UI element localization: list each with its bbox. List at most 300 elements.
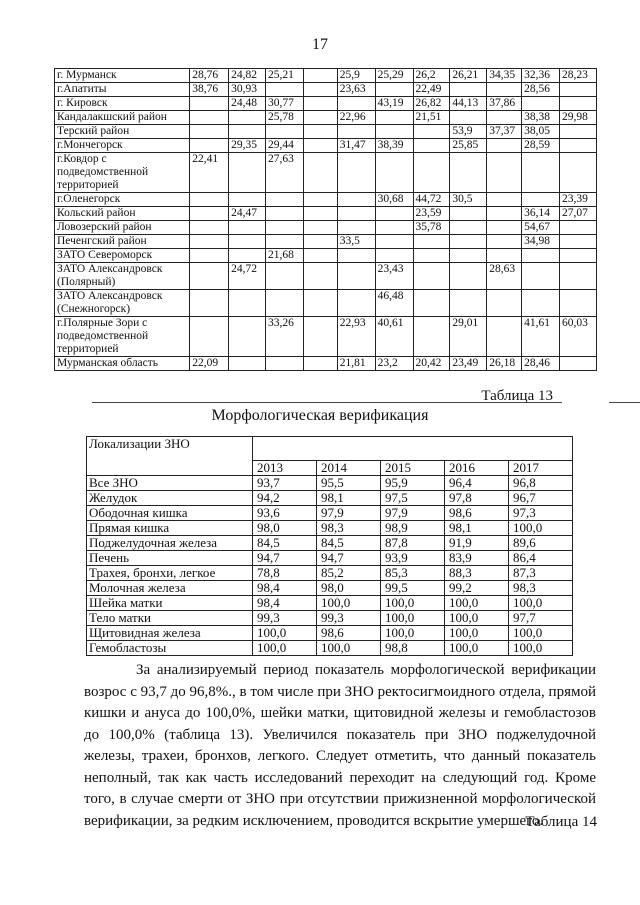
table-cell: 89,6 <box>509 536 573 551</box>
table-cell <box>560 290 597 317</box>
table-cell: 24,82 <box>229 69 266 83</box>
table-cell <box>229 290 266 317</box>
table-row <box>87 551 573 566</box>
table-cell <box>229 249 266 263</box>
table-cell <box>337 153 375 193</box>
table-row <box>55 111 597 125</box>
table-cell <box>413 139 450 153</box>
table-cell <box>450 207 487 221</box>
table-cell: 95,9 <box>381 476 445 491</box>
table-cell <box>303 317 337 357</box>
table-cell <box>375 125 413 139</box>
table-cell: 100,0 <box>317 596 381 611</box>
table-cell: 38,38 <box>522 111 560 125</box>
table-cell <box>337 221 375 235</box>
table-cell <box>337 263 375 290</box>
table-cell <box>375 111 413 125</box>
table-cell <box>560 221 597 235</box>
table-cell: 93,7 <box>253 476 317 491</box>
year-header: 2015 <box>381 460 445 475</box>
district-name: г.Ковдор с подведомственной территорией <box>55 153 190 193</box>
table-row <box>55 249 597 263</box>
table-cell: 38,39 <box>375 139 413 153</box>
table-cell <box>229 111 266 125</box>
table-cell: 26,2 <box>413 69 450 83</box>
table-cell <box>413 125 450 139</box>
table-cell <box>303 249 337 263</box>
localization-name: Все ЗНО <box>87 476 253 491</box>
district-name: г.Апатиты <box>55 83 190 97</box>
table-cell: 43,19 <box>375 97 413 111</box>
district-name: г. Кировск <box>55 97 190 111</box>
table-cell: 100,0 <box>509 596 573 611</box>
table-cell <box>413 235 450 249</box>
table-cell: 22,09 <box>190 357 229 371</box>
table-cell: 98,3 <box>509 581 573 596</box>
table-cell: 25,21 <box>266 69 304 83</box>
table-cell: 78,8 <box>253 566 317 581</box>
table13-header-row <box>87 437 573 461</box>
table-cell <box>560 153 597 193</box>
district-name: Терский район <box>55 125 190 139</box>
table-row <box>55 125 597 139</box>
table-cell: 28,63 <box>487 263 522 290</box>
table-cell <box>450 111 487 125</box>
table13-caption-text: Таблица 13 <box>481 388 553 404</box>
table-cell <box>266 221 304 235</box>
table-cell <box>487 221 522 235</box>
table-cell <box>522 249 560 263</box>
table-cell: 100,0 <box>317 641 381 656</box>
table-cell: 38,76 <box>190 83 229 97</box>
table-cell: 100,0 <box>381 596 445 611</box>
table-cell <box>560 125 597 139</box>
table-cell: 94,7 <box>253 551 317 566</box>
table-row <box>55 235 597 249</box>
caption-rule-right <box>609 402 640 403</box>
localization-name: Щитовидная железа <box>87 626 253 641</box>
table-row <box>87 611 573 626</box>
table-cell: 26,21 <box>450 69 487 83</box>
table-cell: 97,9 <box>381 506 445 521</box>
table-row <box>87 506 573 521</box>
table-cell <box>303 207 337 221</box>
table-cell: 84,5 <box>317 536 381 551</box>
table-cell: 22,49 <box>413 83 450 97</box>
localization-name: Молочная железа <box>87 581 253 596</box>
table-cell: 41,61 <box>522 317 560 357</box>
table-cell: 87,8 <box>381 536 445 551</box>
table-cell <box>303 235 337 249</box>
table-cell: 34,98 <box>522 235 560 249</box>
table-cell <box>450 235 487 249</box>
table13-title: Морфологическая верификация <box>211 407 429 424</box>
table-cell <box>560 83 597 97</box>
table-cell: 22,96 <box>337 111 375 125</box>
table-cell <box>375 207 413 221</box>
table-cell: 99,3 <box>253 611 317 626</box>
table-cell <box>229 125 266 139</box>
localization-name: Печень <box>87 551 253 566</box>
table-row <box>55 221 597 235</box>
table-cell: 46,48 <box>375 290 413 317</box>
table-row <box>55 290 597 317</box>
table-cell <box>303 221 337 235</box>
table-cell: 98,1 <box>445 521 509 536</box>
table-cell: 26,18 <box>487 357 522 371</box>
table-cell <box>450 83 487 97</box>
table-cell: 25,9 <box>337 69 375 83</box>
table-row <box>87 581 573 596</box>
table-cell: 98,0 <box>317 581 381 596</box>
table-cell: 100,0 <box>445 611 509 626</box>
table-cell: 98,6 <box>445 506 509 521</box>
table-cell <box>266 235 304 249</box>
table-row <box>55 317 597 357</box>
table-row <box>55 69 597 83</box>
district-name: ЗАТО Александровск (Снежногорск) <box>55 290 190 317</box>
table-cell <box>487 83 522 97</box>
table-cell: 44,13 <box>450 97 487 111</box>
table-cell <box>190 317 229 357</box>
table-row <box>87 491 573 506</box>
table-cell <box>522 263 560 290</box>
table-cell <box>229 193 266 207</box>
table-row <box>55 153 597 193</box>
table-cell <box>487 290 522 317</box>
table-cell: 37,86 <box>487 97 522 111</box>
localization-name: Тело матки <box>87 611 253 626</box>
table13-header-blank <box>253 437 573 461</box>
table-cell <box>229 153 266 193</box>
table-cell: 33,26 <box>266 317 304 357</box>
table-cell <box>303 125 337 139</box>
table-cell <box>413 317 450 357</box>
table-cell: 94,2 <box>253 491 317 506</box>
table-cell <box>266 207 304 221</box>
table-cell: 37,37 <box>487 125 522 139</box>
table-cell <box>190 125 229 139</box>
table-row <box>55 263 597 290</box>
table-cell: 24,48 <box>229 97 266 111</box>
table-cell <box>303 193 337 207</box>
table-cell <box>303 111 337 125</box>
table-cell: 24,47 <box>229 207 266 221</box>
table-cell: 95,5 <box>317 476 381 491</box>
table-row <box>87 641 573 656</box>
table-cell: 93,9 <box>381 551 445 566</box>
table-cell: 26,82 <box>413 97 450 111</box>
table-cell <box>487 235 522 249</box>
table-cell <box>522 290 560 317</box>
table-cell <box>266 290 304 317</box>
table-cell <box>522 97 560 111</box>
year-header: 2016 <box>445 460 509 475</box>
table-cell: 88,3 <box>445 566 509 581</box>
body-paragraph: За анализируемый период показатель морфологической верификации возрос с 93,7 до 96,8%., в том числе при ЗНО ректосигмоидного отдела, прямой кишки и ануса до 100,0%, шейки матки, щитовидной железы и гемобластозов до 100,0% (таблица 13). Увеличился показатель при ЗНО поджелудочной железы, трахеи, бронхов, легкого. Следует отметить, что данный показатель неполный, так как часть исследований переходит на следующий год. Кроме того, в случае смерти от ЗНО при отсутствии прижизненной морфологической верификации, за редким исключением, проводится вскрытие умершего. <box>84 662 596 829</box>
table-cell: 93,6 <box>253 506 317 521</box>
table-cell: 98,4 <box>253 596 317 611</box>
table-cell: 99,3 <box>317 611 381 626</box>
year-header: 2014 <box>317 460 381 475</box>
table-cell <box>303 69 337 83</box>
table-cell <box>229 235 266 249</box>
table-row <box>55 83 597 97</box>
table-cell: 97,9 <box>317 506 381 521</box>
table-cell: 98,8 <box>381 641 445 656</box>
table-cell: 100,0 <box>509 521 573 536</box>
table-cell <box>303 97 337 111</box>
table14-caption: Таблица 14 <box>525 814 597 830</box>
table-cell <box>190 290 229 317</box>
table-cell <box>190 97 229 111</box>
table-cell <box>266 83 304 97</box>
table-cell <box>450 221 487 235</box>
table-cell: 98,1 <box>317 491 381 506</box>
table-cell <box>560 139 597 153</box>
table-cell: 98,0 <box>253 521 317 536</box>
table-cell <box>190 207 229 221</box>
table-cell: 97,3 <box>509 506 573 521</box>
table-cell: 100,0 <box>509 626 573 641</box>
table-cell: 83,9 <box>445 551 509 566</box>
district-name: г.Полярные Зори с подведомственной территорией <box>55 317 190 357</box>
district-name: ЗАТО Североморск <box>55 249 190 263</box>
table-cell: 21,51 <box>413 111 450 125</box>
table-cell <box>190 139 229 153</box>
localization-name: Прямая кишка <box>87 521 253 536</box>
localization-name: Трахея, бронхи, легкое <box>87 566 253 581</box>
district-table <box>54 68 597 371</box>
table-cell <box>522 153 560 193</box>
table-row <box>87 596 573 611</box>
table-cell: 29,44 <box>266 139 304 153</box>
table-cell <box>266 125 304 139</box>
page-number: 17 <box>312 36 328 53</box>
table-cell <box>190 111 229 125</box>
table-cell: 85,3 <box>381 566 445 581</box>
table-cell <box>190 193 229 207</box>
table-cell: 35,78 <box>413 221 450 235</box>
table-cell: 25,85 <box>450 139 487 153</box>
table-row <box>87 626 573 641</box>
table-cell: 23,63 <box>337 83 375 97</box>
district-name: Печенгский район <box>55 235 190 249</box>
table-cell: 33,5 <box>337 235 375 249</box>
table-cell: 96,4 <box>445 476 509 491</box>
table-cell: 29,98 <box>560 111 597 125</box>
table-cell <box>450 290 487 317</box>
table-cell <box>303 290 337 317</box>
table-row <box>55 207 597 221</box>
table-cell <box>303 83 337 97</box>
table-cell: 30,5 <box>450 193 487 207</box>
table-row <box>87 536 573 551</box>
table-cell <box>190 221 229 235</box>
table-cell: 29,35 <box>229 139 266 153</box>
table-cell <box>266 357 304 371</box>
table-cell: 23,49 <box>450 357 487 371</box>
localization-name: Желудок <box>87 491 253 506</box>
year-header: 2017 <box>509 460 573 475</box>
table-cell: 23,39 <box>560 193 597 207</box>
table-cell: 60,03 <box>560 317 597 357</box>
table-row <box>87 476 573 491</box>
table-cell: 100,0 <box>381 626 445 641</box>
table-row <box>87 521 573 536</box>
district-name: Мурманская область <box>55 357 190 371</box>
district-name: г.Мончегорск <box>55 139 190 153</box>
table-cell: 28,59 <box>522 139 560 153</box>
table-cell <box>413 249 450 263</box>
table13-header-label: Локализации ЗНО <box>87 437 253 476</box>
table-cell <box>266 263 304 290</box>
table-row <box>55 357 597 371</box>
table-cell <box>375 235 413 249</box>
table-cell: 97,5 <box>381 491 445 506</box>
table-cell: 30,93 <box>229 83 266 97</box>
district-name: Кандалакшский район <box>55 111 190 125</box>
table-cell: 23,59 <box>413 207 450 221</box>
table-cell <box>487 193 522 207</box>
table-cell: 86,4 <box>509 551 573 566</box>
table-cell: 27,63 <box>266 153 304 193</box>
year-header: 2013 <box>253 460 317 475</box>
table-cell: 32,36 <box>522 69 560 83</box>
table-cell: 100,0 <box>253 641 317 656</box>
table-cell <box>560 357 597 371</box>
table-cell: 25,78 <box>266 111 304 125</box>
table-cell <box>303 139 337 153</box>
table-cell: 54,67 <box>522 221 560 235</box>
table-cell: 28,46 <box>522 357 560 371</box>
table-cell: 28,56 <box>522 83 560 97</box>
table-cell: 20,42 <box>413 357 450 371</box>
table-cell <box>487 317 522 357</box>
table-cell: 99,2 <box>445 581 509 596</box>
table-cell <box>337 290 375 317</box>
table-cell <box>560 263 597 290</box>
table-cell <box>229 357 266 371</box>
table-cell <box>190 263 229 290</box>
district-name: Кольский район <box>55 207 190 221</box>
table-cell: 99,5 <box>381 581 445 596</box>
table-cell: 87,3 <box>509 566 573 581</box>
table-cell <box>487 111 522 125</box>
table-cell <box>337 249 375 263</box>
table-cell: 30,77 <box>266 97 304 111</box>
table-cell: 21,81 <box>337 357 375 371</box>
table-cell: 100,0 <box>509 641 573 656</box>
table-cell <box>560 235 597 249</box>
table-cell: 94,7 <box>317 551 381 566</box>
localization-name: Ободочная кишка <box>87 506 253 521</box>
district-name: ЗАТО Александровск (Полярный) <box>55 263 190 290</box>
table-cell: 22,93 <box>337 317 375 357</box>
table-cell <box>229 221 266 235</box>
table-cell: 100,0 <box>253 626 317 641</box>
table-cell: 100,0 <box>381 611 445 626</box>
table-cell: 98,4 <box>253 581 317 596</box>
table-cell <box>450 153 487 193</box>
table-cell: 23,2 <box>375 357 413 371</box>
table-cell <box>190 235 229 249</box>
verification-table <box>86 436 573 656</box>
table-cell <box>413 290 450 317</box>
table-cell: 100,0 <box>445 596 509 611</box>
table-cell <box>560 97 597 111</box>
table-cell: 91,9 <box>445 536 509 551</box>
table-cell <box>375 153 413 193</box>
table-cell <box>375 249 413 263</box>
table-row <box>55 97 597 111</box>
table-cell <box>522 193 560 207</box>
district-name: Ловозерский район <box>55 221 190 235</box>
table-cell: 98,9 <box>381 521 445 536</box>
table-cell <box>487 153 522 193</box>
table-cell <box>413 153 450 193</box>
table-cell <box>337 125 375 139</box>
table-cell: 36,14 <box>522 207 560 221</box>
table-cell: 96,8 <box>509 476 573 491</box>
table-cell <box>337 97 375 111</box>
table-row <box>55 139 597 153</box>
table-cell: 22,41 <box>190 153 229 193</box>
table-cell <box>303 357 337 371</box>
table-cell <box>190 249 229 263</box>
table-cell <box>487 207 522 221</box>
table-cell: 97,7 <box>509 611 573 626</box>
table-cell: 29,01 <box>450 317 487 357</box>
table-cell <box>375 221 413 235</box>
table-cell <box>450 263 487 290</box>
table-cell <box>303 153 337 193</box>
table-cell: 30,68 <box>375 193 413 207</box>
table-cell: 84,5 <box>253 536 317 551</box>
table-cell: 98,6 <box>317 626 381 641</box>
table-cell <box>487 249 522 263</box>
table-cell: 34,35 <box>487 69 522 83</box>
district-name: г. Мурманск <box>55 69 190 83</box>
table-row <box>55 193 597 207</box>
table-cell: 100,0 <box>445 641 509 656</box>
table-cell: 85,2 <box>317 566 381 581</box>
table-cell <box>487 139 522 153</box>
table-cell: 100,0 <box>445 626 509 641</box>
table-row <box>87 566 573 581</box>
table-cell: 44,72 <box>413 193 450 207</box>
table-cell <box>450 249 487 263</box>
table-cell: 40,61 <box>375 317 413 357</box>
table-cell <box>337 193 375 207</box>
table-cell: 27,07 <box>560 207 597 221</box>
localization-name: Поджелудочная железа <box>87 536 253 551</box>
table-cell <box>266 193 304 207</box>
localization-name: Гемобластозы <box>87 641 253 656</box>
table-cell: 28,76 <box>190 69 229 83</box>
table-cell: 28,23 <box>560 69 597 83</box>
table-cell <box>303 263 337 290</box>
table-cell: 96,7 <box>509 491 573 506</box>
table-cell <box>375 83 413 97</box>
table-cell: 97,8 <box>445 491 509 506</box>
localization-name: Шейка матки <box>87 596 253 611</box>
table-cell <box>229 317 266 357</box>
table-cell: 24,72 <box>229 263 266 290</box>
table-cell: 38,05 <box>522 125 560 139</box>
table-cell <box>413 263 450 290</box>
table-cell <box>560 249 597 263</box>
